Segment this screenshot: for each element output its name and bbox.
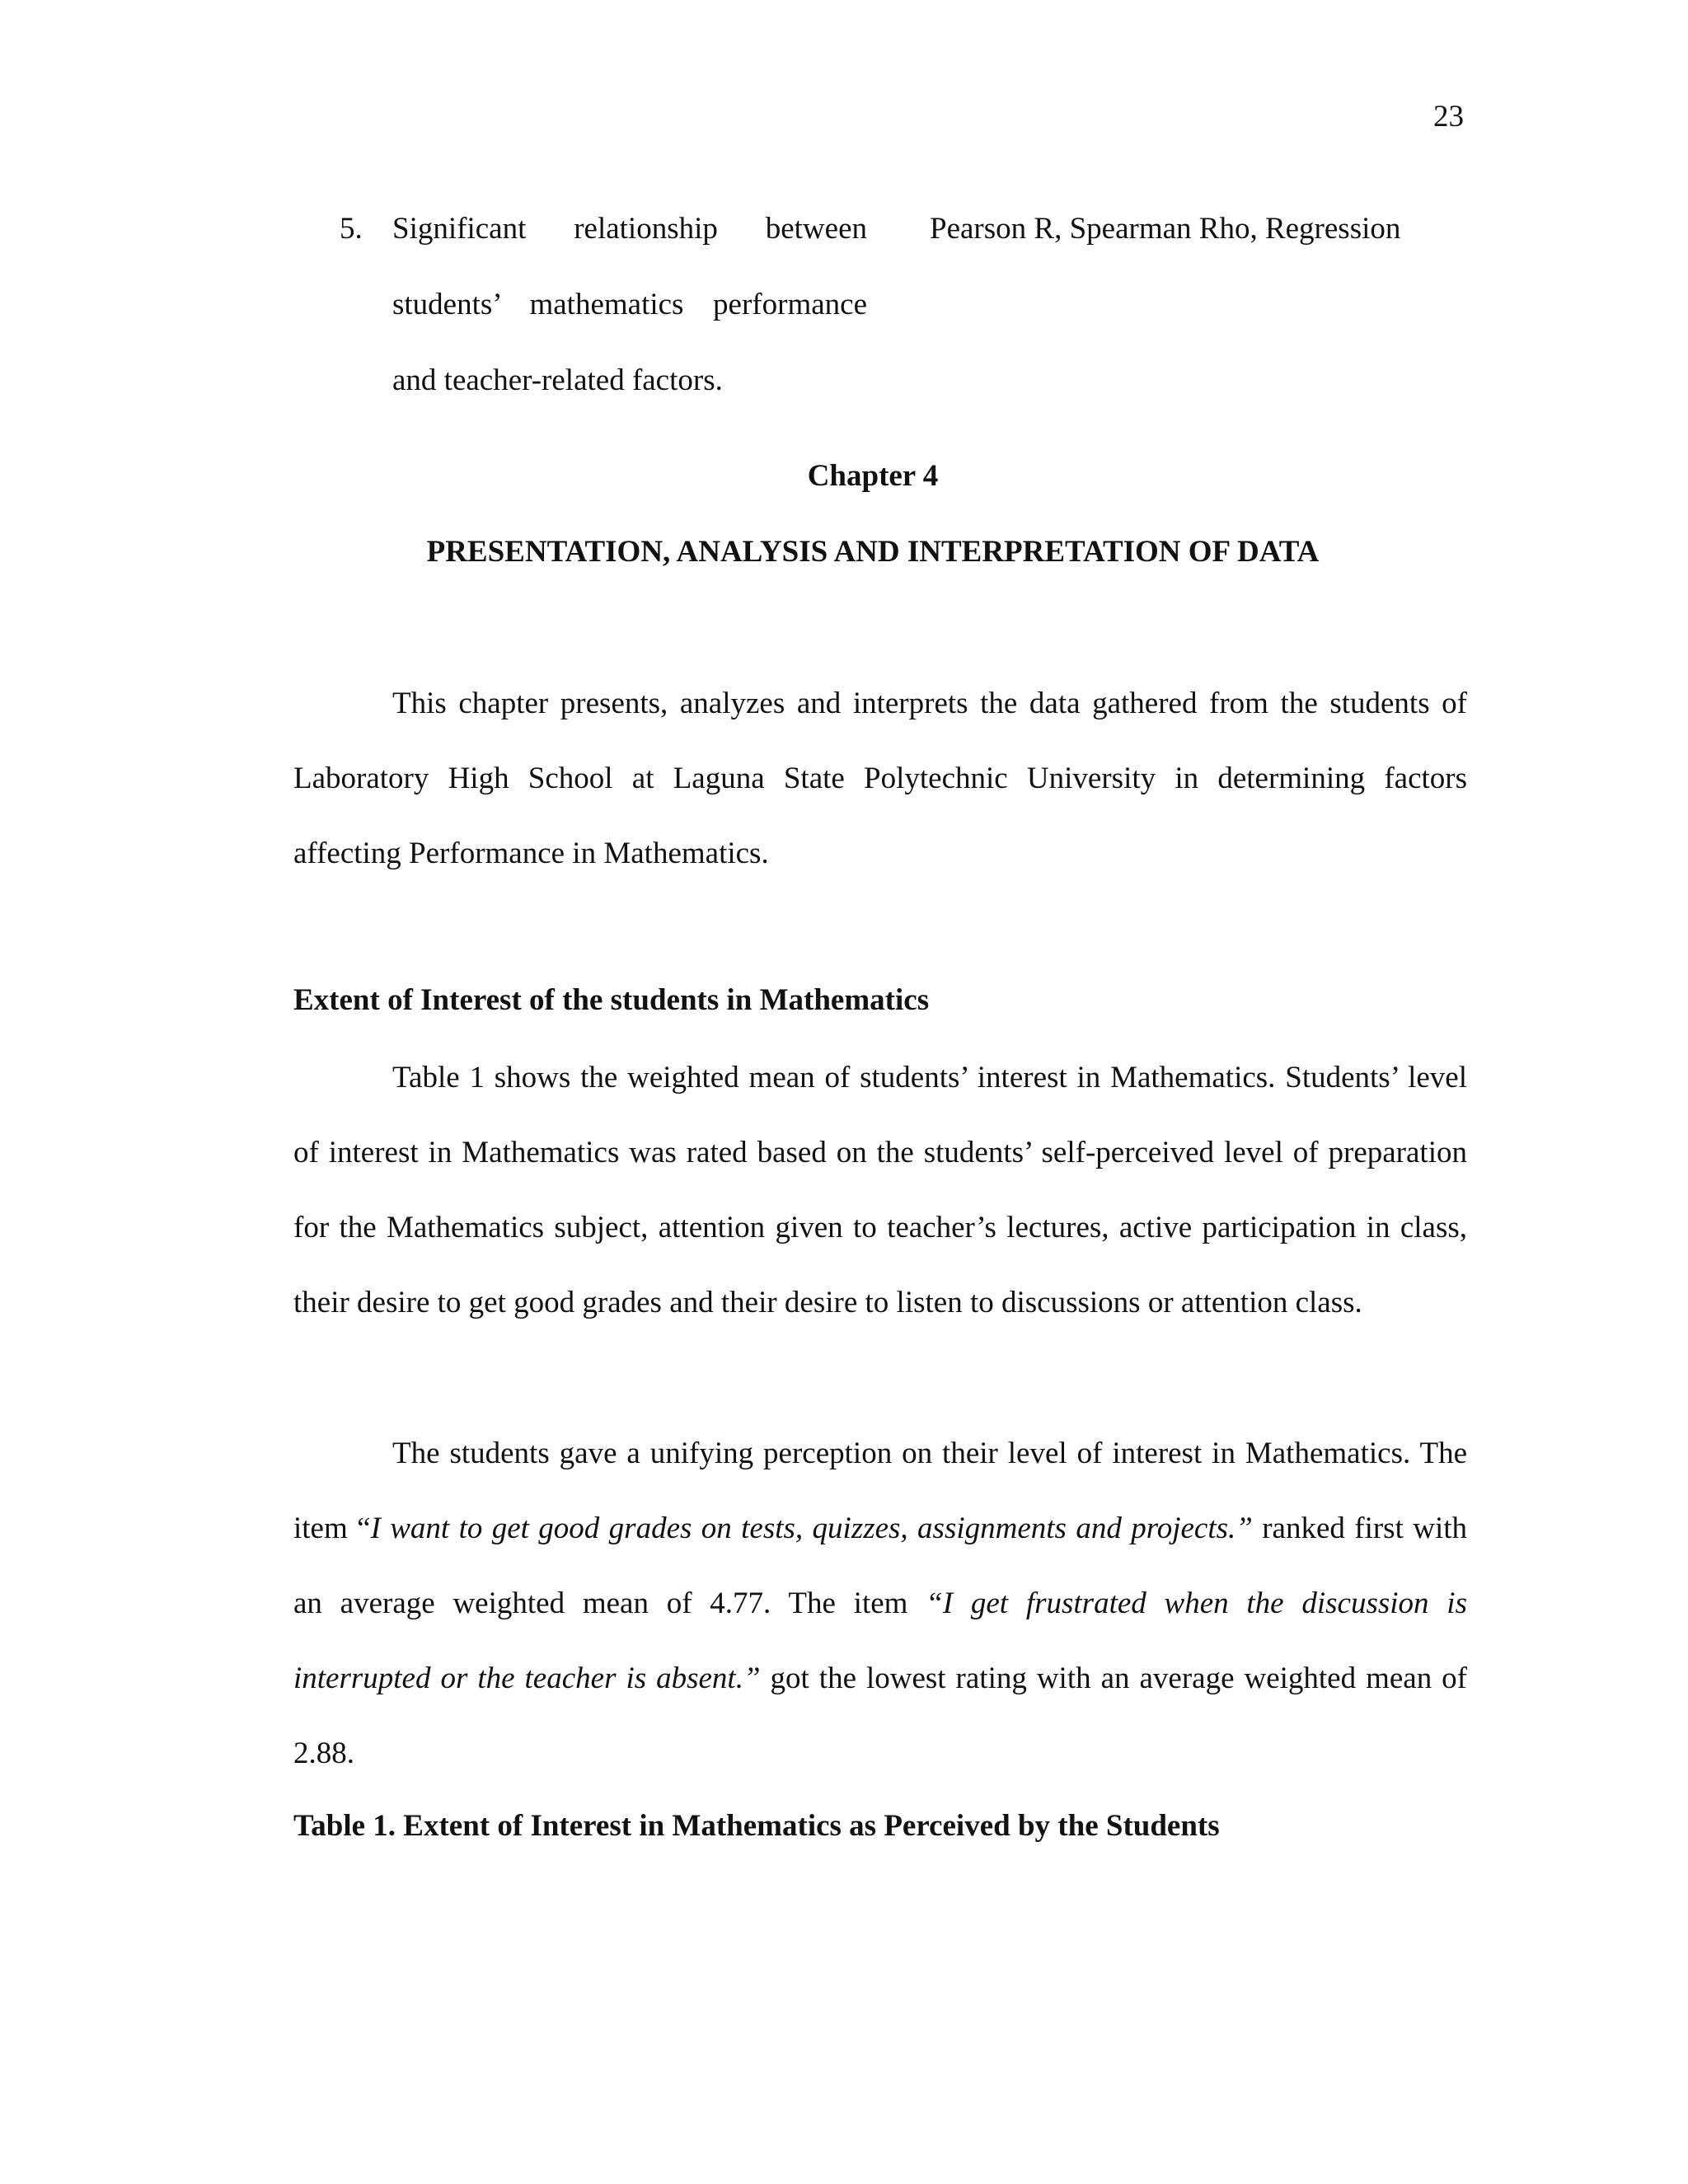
intro-paragraph: This chapter presents, analyzes and interprets the data gathered from the students of Laboratory High School at Laguna State Polytechnic University in determining factors affecting Performance in Mathematics. (293, 687, 1467, 870)
body-paragraph: Table 1 shows the weighted mean of students’ interest in Mathematics. Students’ level of interest in Mathematics was rated based on the students’ self-perceived level of preparation for the Mathematics subject, attention given to teacher’s lectures, active participation in class, their desire to get good grades and their desire to listen to discussions or attention class. (293, 1061, 1467, 1319)
statistical-tools: Pearson R, Spearman Rho, Regression (930, 212, 1401, 246)
quoted-item: “I get frustrated when the discussion is interrupted or the teacher is absent.” (293, 1586, 1467, 1695)
page-number: 23 (1433, 100, 1464, 134)
chapter-label: Chapter 4 (807, 459, 939, 493)
section-heading: Extent of Interest of the students in Mathematics (293, 983, 930, 1017)
body-paragraph (293, 1416, 1467, 1791)
list-item-number: 5. (340, 212, 363, 246)
paragraph-text: ranked first with an average weighted mean of 4.77. The item (293, 1511, 1468, 1620)
description-line: Significant relationship between (392, 212, 867, 246)
paragraph-text: The students gave a unifying perception on their level of interest in Mathematics. The item “ (293, 1436, 1467, 1545)
chapter-title: PRESENTATION, ANALYSIS AND INTERPRETATION OF DATA (426, 535, 1320, 569)
table-caption: Table 1. Extent of Interest in Mathematics as Perceived by the Students (293, 1809, 1220, 1843)
description-line: students’ mathematics performance (392, 288, 867, 321)
list-item-description (392, 191, 867, 419)
paragraph-text: got the lowest rating with an average weighted mean of 2.88. (293, 1661, 1468, 1770)
quoted-item: I want to get good grades on tests, quizzes, assignments and projects.” (370, 1511, 1253, 1545)
description-line: and teacher-related factors. (392, 363, 723, 397)
